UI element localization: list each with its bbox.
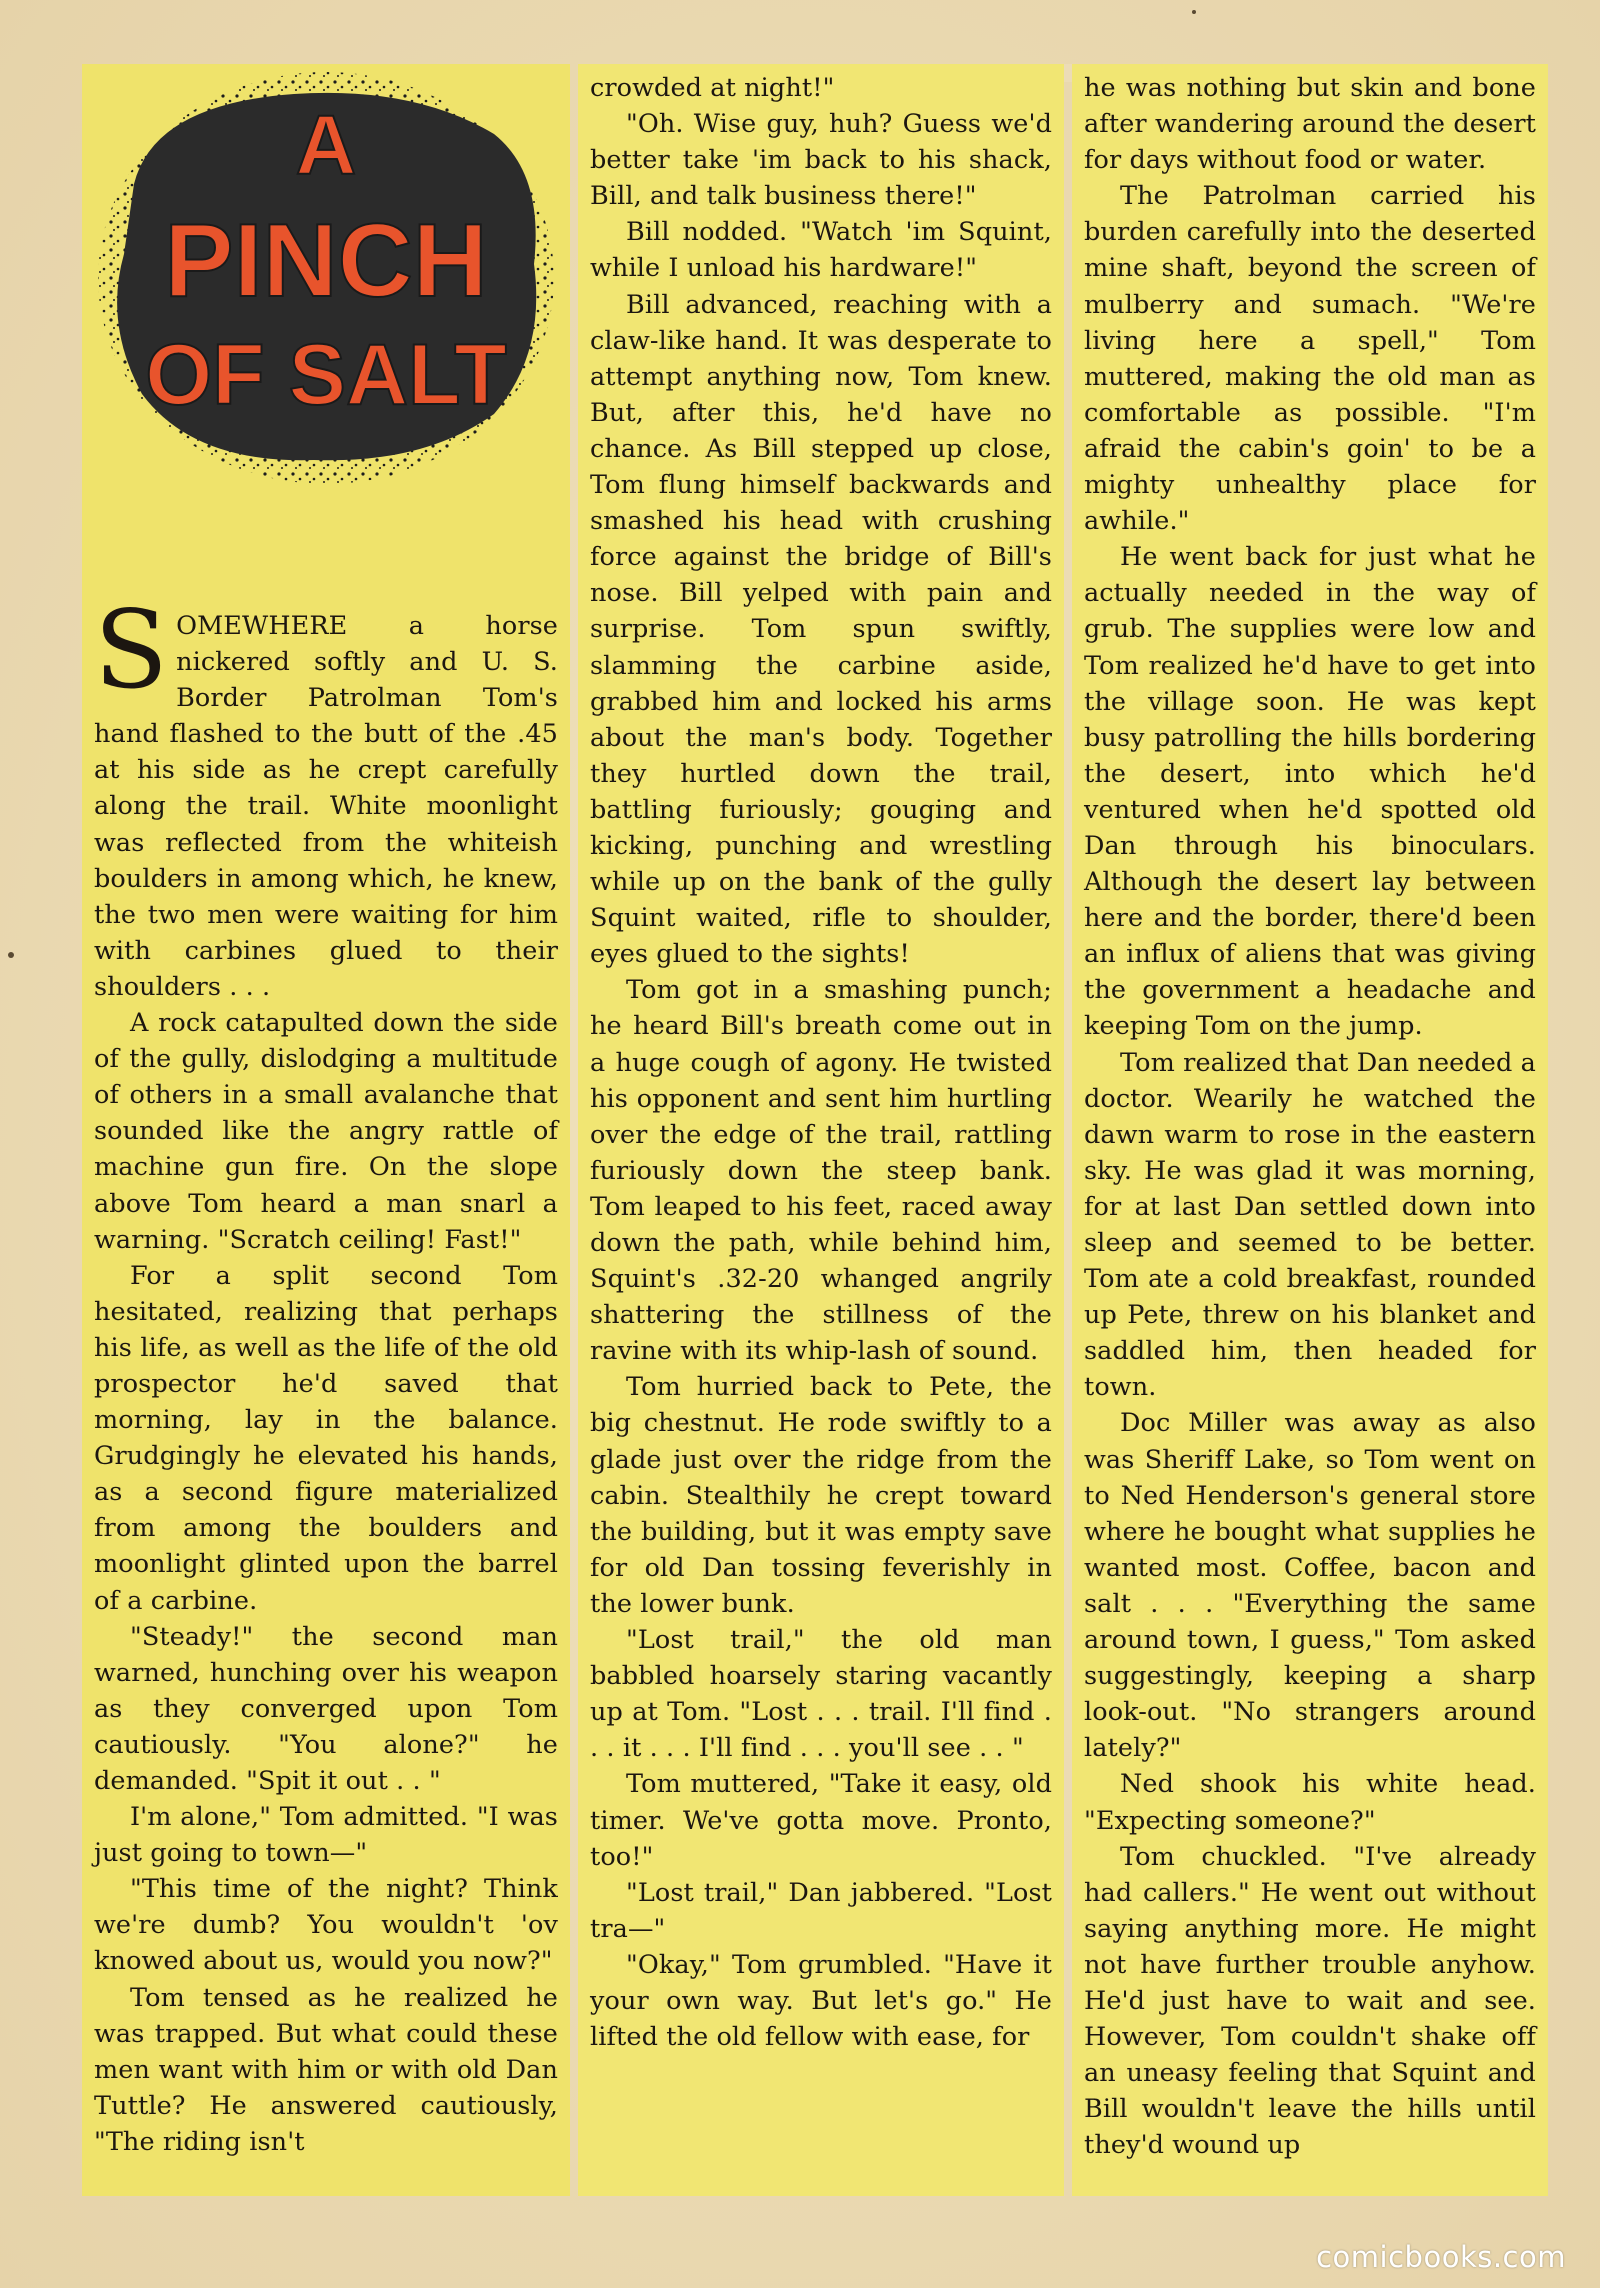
paragraph: "Steady!" the second man warned, hunching over his weapon as they converged upon Tom cautiously. "You alone?" he demanded. "Spit it out . . " [94,1621,558,1796]
paper-speck [1192,10,1196,14]
paragraph: "Lost trail," Dan jabbered. "Lost tra—" [590,1877,1052,1944]
paragraph: Tom muttered, "Take it easy, old timer. We've gotta move. Pronto, too!" [590,1769,1052,1872]
paper-speck [8,952,14,958]
paragraph: "Lost trail," the old man babbled hoarsely staring vacantly up at Tom. "Lost . . . trail. I'll find . . . it . . . I'll find . . . you'll see . . " [590,1625,1052,1764]
paragraph-text: OMEWHERE a horse nickered softly and U. S. Border Patrolman Tom's hand flashed to the butt of the .45 at his side as he crept carefully along the trail. White moonlight was reflected from the whiteish boulders in among which, he knew, the two men were waiting for him with carbines glued to their shoulders . . . [94,611,558,1002]
title-line-1: A [295,98,357,192]
story-title-art [94,64,558,504]
paragraph: "This time of the night? Think we're dumb? You wouldn't 'ov knowed about us, would you now?" [94,1874,558,1977]
paragraph: The Patrolman carried his burden carefully into the deserted mine shaft, beyond the screen of mulberry and sumach. "We're living here a spell," Tom muttered, making the old man as comfortable as possible. "I'm afraid the cabin's goin' to be a mighty unhealthy place for awhile." [1084,181,1536,537]
paragraph [94,588,558,1005]
paragraph: He went back for just what he actually needed in the way of grub. The supplies were low and Tom realized he'd have to get into the village soon. He was kept busy patrolling the hills bordering the desert, into which he'd ventured when he'd spotted old Dan through his binoculars. Although the desert lay between here and the border, there'd been an influx of aliens that was giving the government a headache and keeping Tom on the jump. [1084,542,1536,1042]
paragraph: crowded at night!" [590,73,835,103]
paragraph: Tom tensed as he realized he was trapped. But what could these men want with him or with old Dan Tuttle? He answered cautiously, "The riding isn't [94,1982,558,2157]
paragraph: I'm alone," Tom admitted. "I was just going to town—" [94,1802,558,1869]
watermark: comicbooks.com [1316,2240,1566,2274]
column-3 [1072,64,1548,2196]
paragraph: Tom hurried back to Pete, the big chestnut. He rode swiftly to a glade just over the ridge from the cabin. Stealthily he crept toward the building, but it was empty save for old Dan tossing feverishly in the lower bunk. [590,1372,1052,1619]
story-title-block [94,64,558,504]
paragraph: A rock catapulted down the side of the gully, dislodging a multitude of others in a small avalanche that sounded like the angry rattle of machine gun fire. On the slope above Tom heard a man snarl a warning. "Scratch ceiling! Fast!" [94,1008,558,1255]
paragraph: Bill nodded. "Watch 'im Squint, while I unload his hardware!" [590,217,1052,284]
column-3-text [1084,70,1536,2163]
paragraph: Tom chuckled. "I've already had callers." He went out without saying anything more. He might not have further trouble anyhow. He'd just have to wait and see. However, Tom couldn't shake off an uneasy feeling that Squint and Bill wouldn't leave the hills until they'd wound up [1084,1841,1536,2161]
paragraph: he was nothing but skin and bone after wandering around the desert for days without food or water. [1084,73,1536,176]
paragraph: Tom realized that Dan needed a doctor. Wearily he watched the dawn warm to rose in the eastern sky. He was glad it was morning, for at last Dan settled down into sleep and seemed to be better. Tom ate a cold breakfast, rounded up Pete, threw on his blanket and saddled him, then headed for town. [1084,1047,1536,1403]
column-1 [82,64,570,2196]
paragraph: Ned shook his white head. "Expecting someone?" [1084,1769,1536,1836]
paragraph: For a split second Tom hesitated, realizing that perhaps his life, as well as the life of the old prospector he'd saved that morning, lay in the balance. Grudgingly he elevated his hands, as a second figure materialized from among the boulders and moonlight glinted upon the barrel of a carbine. [94,1260,558,1616]
paragraph: Tom got in a smashing punch; he heard Bill's breath come out in a huge cough of agony. He twisted his opponent and sent him hurtling over the edge of the trail, rattling furiously down the steep bank. Tom leaped to his feet, raced away down the path, while behind him, Squint's .32-20 whanged angrily shattering the stillness of the ravine with its whip-lash of sound. [590,975,1052,1367]
paragraph: "Okay," Tom grumbled. "Have it your own way. But let's go." He lifted the old fellow with ease, for [590,1949,1052,2053]
column-1-text [94,588,558,2160]
paragraph: Bill advanced, reaching with a claw-like hand. It was desperate to attempt anything now, Tom knew. But, after this, he'd have no chance. As Bill stepped up close, Tom flung himself backwards and smashed his head with crushing force against the bridge of Bill's nose. Bill yelped with pain and surprise. Tom spun swiftly, slamming the carbine aside, grabbed him and locked his arms about the man's body. Together they hurtled down the trail, battling furiously; gouging and kicking, punching and wrestling while up on the bank of the gully Squint waited, rifle to shoulder, eyes glued to the sights! [590,289,1052,970]
drop-cap: S [94,588,169,713]
paragraph: "Oh. Wise guy, huh? Guess we'd better take 'im back to his shack, Bill, and talk business there!" [590,109,1052,212]
column-2-text [590,70,1052,2055]
paragraph: Doc Miller was away as also was Sheriff Lake, so Tom went on to Ned Henderson's general store where he bought what supplies he wanted most. Coffee, bacon and salt . . . "Everything the same around town, I guess," Tom asked suggestingly, keeping a sharp look-out. "No strangers around lately?" [1084,1408,1536,1764]
column-2 [578,64,1064,2196]
title-line-3: OF SALT [145,327,507,423]
title-line-2: PINCH [164,203,488,319]
